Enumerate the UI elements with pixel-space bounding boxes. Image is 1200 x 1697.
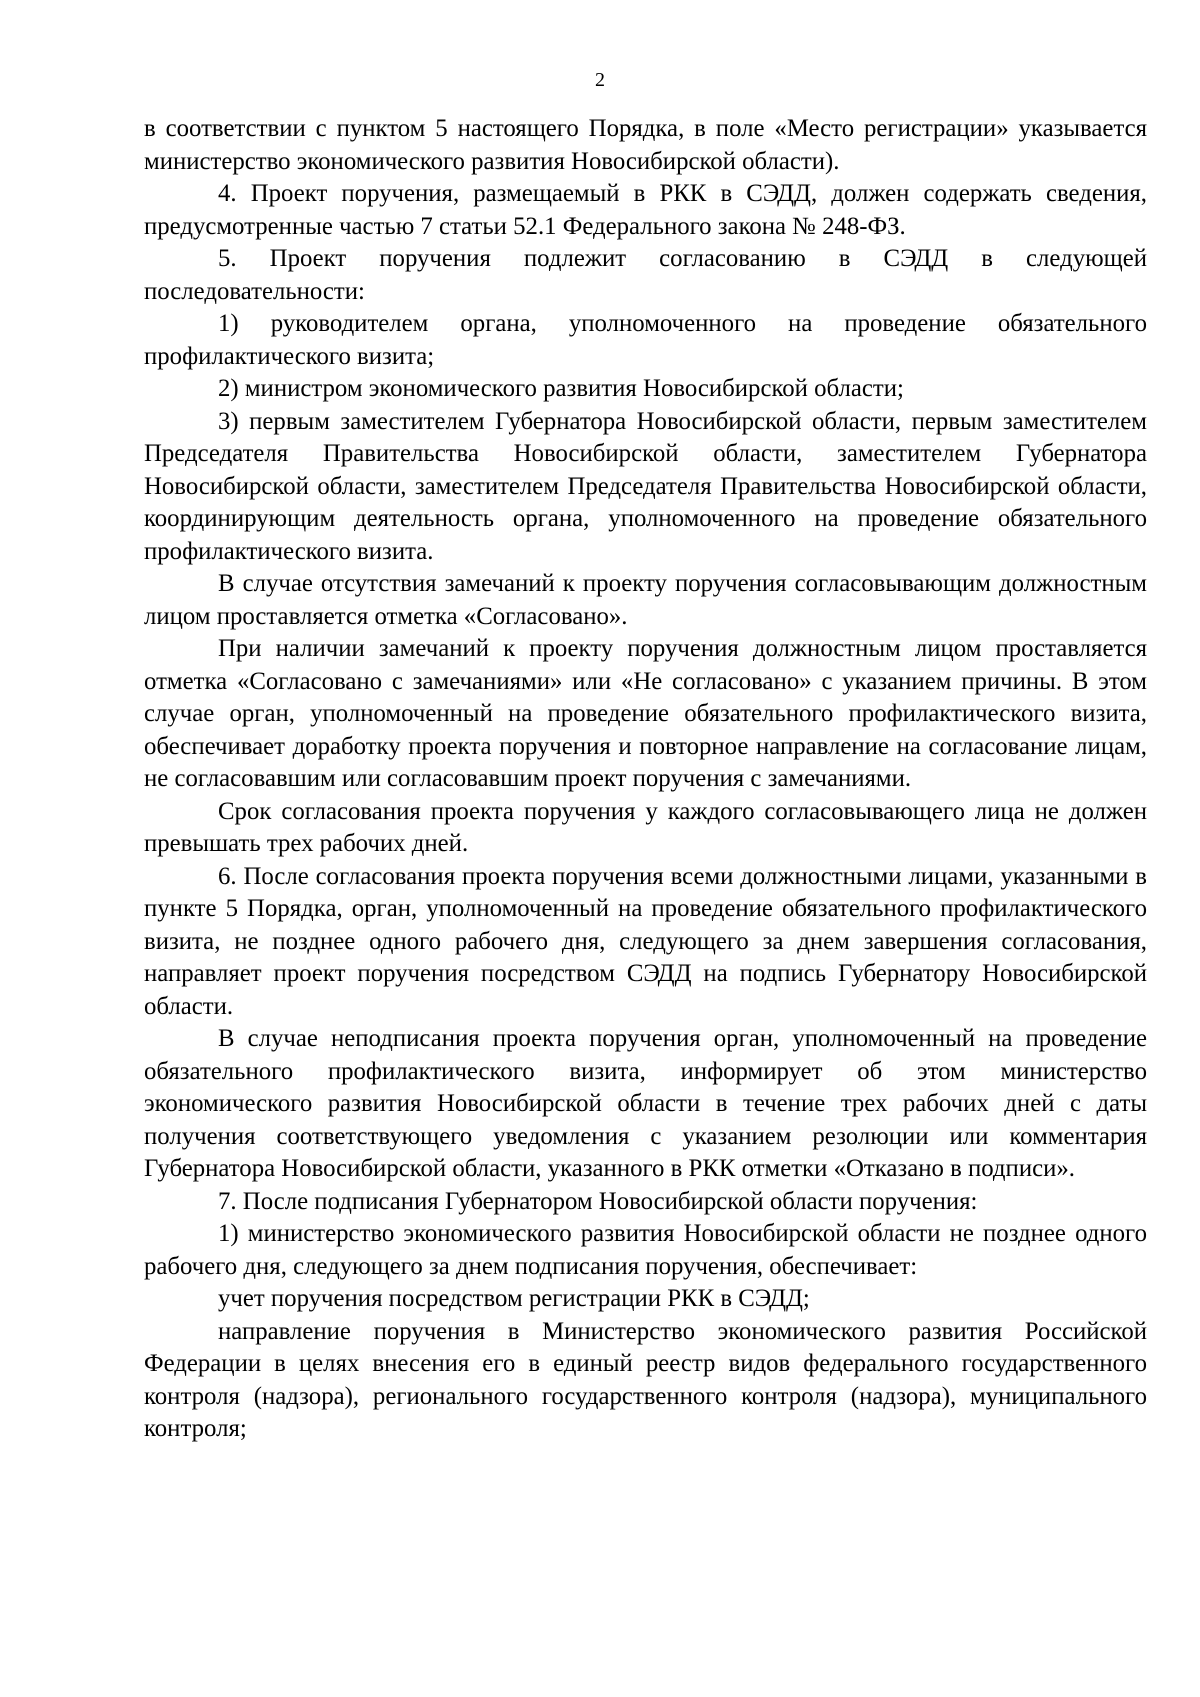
paragraph-item-4: 4. Проект поручения, размещаемый в РКК в СЭДД, должен содержать сведения, предусмотренные частью 7 статьи 52.1 Федерального закона № 248-ФЗ.	[144, 180, 1147, 240]
paragraph-subitem-5-3: 3) первым заместителем Губернатора Новосибирской области, первым заместителем Председателя Правительства Новосибирской области, заместителем Губернатора Новосибирской области, заместителем Председателя Правительства Новосибирской области, координирующим деятельность органа, уполномоченного на проведение обязательного профилактического визита.	[144, 407, 1147, 565]
paragraph-subitem-5-2: 2) министром экономического развития Новосибирской области;	[218, 375, 904, 402]
paragraph-subitem-5-1: 1) руководителем органа, уполномоченного на проведение обязательного профилактического визита;	[144, 310, 1147, 370]
paragraph-with-remarks: При наличии замечаний к проекту поручения должностным лицом проставляется отметка «Согласовано с замечаниями» или «Не согласовано» с указанием причины. В этом случае орган, уполномоченный на проведение обязательного профилактического визита, обеспечивает доработку проекта поручения и повторное направление на согласование лицам, не согласовавшим или согласовавшим проект поручения с замечаниями.	[144, 635, 1147, 792]
paragraph-item-5: 5. Проект поручения подлежит согласованию в СЭДД в следующей последовательности:	[144, 245, 1147, 305]
paragraph-item-6: 6. После согласования проекта поручения всеми должностными лицами, указанными в пункте 5 Порядка, орган, уполномоченный на проведение обязательного профилактического визита, не позднее одного рабочего дня, следующего за днем завершения согласования, направляет проект поручения посредством СЭДД на подпись Губернатору Новосибирской области.	[144, 862, 1147, 1020]
paragraph-continuation: в соответствии с пунктом 5 настоящего Порядка, в поле «Место регистрации» указывается министерство экономического развития Новосибирской области).	[144, 115, 1147, 175]
paragraph-item-7: 7. После подписания Губернатором Новосибирской области поручения:	[218, 1187, 978, 1215]
paragraph-subitem-7-1: 1) министерство экономического развития Новосибирской области не позднее одного рабочего дня, следующего за днем подписания поручения, обеспечивает:	[144, 1220, 1147, 1280]
page-number: 2	[595, 69, 605, 91]
paragraph-not-signed: В случае неподписания проекта поручения орган, уполномоченный на проведение обязательного профилактического визита, информирует об этом министерство экономического развития Новосибирской области в течение трех рабочих дней с даты получения соответствующего уведомления с указанием резолюции или комментария Губернатора Новосибирской области, указанного в РКК отметки «Отказано в подписи».	[144, 1025, 1147, 1182]
paragraph-approval-term: Срок согласования проекта поручения у каждого согласовывающего лица не должен превышать трех рабочих дней.	[144, 797, 1147, 857]
paragraph-sending: направление поручения в Министерство экономического развития Российской Федерации в целях внесения его в единый реестр видов федерального государственного контроля (надзора), регионального государственного контроля (надзора), муниципального контроля;	[144, 1317, 1147, 1442]
document-body	[144, 113, 1147, 1446]
paragraph-no-remarks: В случае отсутствия замечаний к проекту поручения согласовывающим должностным лицом проставляется отметка «Согласовано».	[144, 570, 1147, 630]
paragraph-registration: учет поручения посредством регистрации РКК в СЭДД;	[218, 1285, 810, 1312]
